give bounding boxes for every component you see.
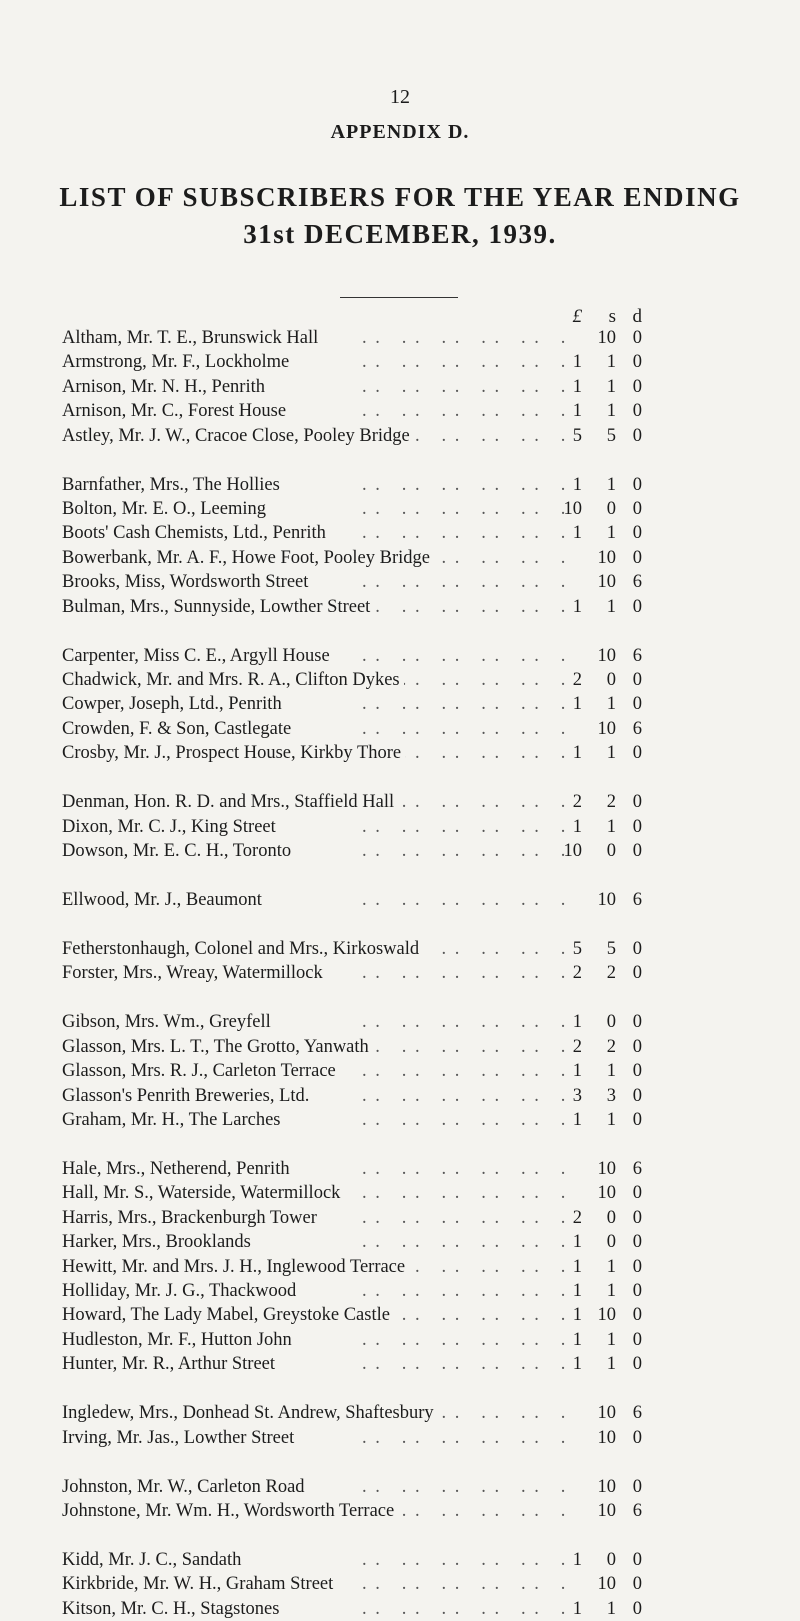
amount-shillings: 1 bbox=[606, 743, 616, 764]
amount-pence: 0 bbox=[632, 841, 642, 861]
pounds-column-header: £ bbox=[572, 306, 582, 327]
subscriber-name: Bulman, Mrs., Sunnyside, Lowther Street . . bbox=[62, 597, 572, 618]
amount-pence: 0 bbox=[632, 1427, 642, 1448]
amount-pounds: 1 bbox=[572, 1232, 582, 1253]
amount-pounds: 1 bbox=[572, 376, 582, 397]
amount-pence: 0 bbox=[632, 352, 642, 373]
amount-shillings: 0 bbox=[606, 1550, 616, 1570]
amount-pounds: 2 bbox=[572, 1207, 582, 1228]
amount-shillings: 1 bbox=[606, 474, 616, 495]
amount-shillings: 0 bbox=[606, 1207, 616, 1228]
amount-shillings: 0 bbox=[606, 1232, 616, 1253]
subscriber-name: Irving, Mr. Jas., Lowther Street . . bbox=[62, 1428, 572, 1449]
subscriber-name: Holliday, Mr. J. G., Thackwood . . bbox=[62, 1281, 572, 1302]
amount-pence: 0 bbox=[632, 1110, 642, 1130]
amount-pence: 0 bbox=[632, 1476, 642, 1497]
amount-shillings: 5 bbox=[606, 425, 616, 446]
subscriber-row bbox=[0, 1061, 800, 1083]
amount-pence: 0 bbox=[632, 1354, 642, 1375]
amount-shillings: 10 bbox=[597, 572, 616, 593]
subscriber-name: Forster, Mrs., Wreay, Watermillock . . bbox=[62, 963, 572, 984]
subscriber-name: Barnfather, Mrs., The Hollies . . bbox=[62, 475, 572, 496]
amount-pence: 0 bbox=[632, 1574, 642, 1595]
amount-pence: 0 bbox=[632, 1598, 642, 1619]
amount-pounds: 1 bbox=[572, 1598, 582, 1619]
amount-shillings: 0 bbox=[606, 499, 616, 519]
amount-shillings: 10 bbox=[597, 1574, 616, 1595]
subscriber-row bbox=[0, 817, 800, 839]
subscriber-row bbox=[0, 939, 800, 961]
amount-pence: 0 bbox=[632, 547, 642, 568]
amount-pence: 6 bbox=[632, 1501, 642, 1521]
subscriber-name: Bolton, Mr. E. O., Leeming . . bbox=[62, 499, 572, 520]
amount-pence: 0 bbox=[632, 939, 642, 959]
subscriber-name: Hale, Mrs., Netherend, Penrith . . bbox=[62, 1159, 572, 1180]
amount-pounds: 1 bbox=[572, 1550, 582, 1570]
amount-pounds: 1 bbox=[572, 816, 582, 837]
amount-shillings: 10 bbox=[597, 547, 616, 568]
amount-shillings: 10 bbox=[597, 1305, 616, 1326]
amount-pence: 0 bbox=[632, 596, 642, 617]
amount-shillings: 5 bbox=[606, 939, 616, 959]
amount-shillings: 10 bbox=[597, 328, 616, 348]
amount-pounds: 1 bbox=[572, 474, 582, 495]
subscriber-name: Carpenter, Miss C. E., Argyll House . . bbox=[62, 646, 572, 667]
amount-shillings: 10 bbox=[597, 1427, 616, 1448]
subscriber-row bbox=[0, 475, 800, 497]
amount-pounds: 1 bbox=[572, 743, 582, 764]
subscriber-name: Kidd, Mr. J. C., Sandath . . bbox=[62, 1550, 572, 1571]
amount-shillings: 10 bbox=[597, 1403, 616, 1424]
amount-shillings: 2 bbox=[606, 792, 616, 813]
subscriber-name: Armstrong, Mr. F., Lockholme . . bbox=[62, 352, 572, 373]
subscriber-name: Glasson, Mrs. L. T., The Grotto, Yanwath . . bbox=[62, 1037, 572, 1058]
subscriber-name: Kirkbride, Mr. W. H., Graham Street . . bbox=[62, 1574, 572, 1595]
subscriber-row bbox=[0, 523, 800, 545]
subscriber-row bbox=[0, 499, 800, 521]
amount-pence: 0 bbox=[632, 376, 642, 397]
subscriber-row bbox=[0, 1012, 800, 1034]
amount-pounds: 1 bbox=[572, 523, 582, 544]
amount-pounds: 2 bbox=[572, 670, 582, 690]
subscriber-name: Astley, Mr. J. W., Cracoe Close, Pooley Bridge . . bbox=[62, 426, 572, 447]
subscriber-name: Bowerbank, Mr. A. F., Howe Foot, Pooley Bridge . . bbox=[62, 548, 572, 569]
subscriber-name: Glasson, Mrs. R. J., Carleton Terrace . . bbox=[62, 1061, 572, 1082]
subscriber-name: Kitson, Mr. C. H., Stagstones . . bbox=[62, 1599, 572, 1620]
amount-shillings: 10 bbox=[597, 645, 616, 666]
amount-pence: 0 bbox=[632, 1232, 642, 1253]
amount-shillings: 2 bbox=[606, 963, 616, 984]
amount-pounds: 10 bbox=[563, 841, 582, 861]
subscriber-row bbox=[0, 1550, 800, 1572]
amount-pence: 0 bbox=[632, 1085, 642, 1106]
amount-pence: 6 bbox=[632, 718, 642, 739]
pence-column-header: d bbox=[632, 306, 642, 327]
amount-pence: 6 bbox=[632, 572, 642, 593]
amount-shillings: 1 bbox=[606, 1061, 616, 1082]
subscriber-name: Johnston, Mr. W., Carleton Road . . bbox=[62, 1477, 572, 1498]
amount-pounds: 1 bbox=[572, 1012, 582, 1033]
amount-shillings: 10 bbox=[597, 1159, 616, 1179]
subscriber-name: Crosby, Mr. J., Prospect House, Kirkby Thore . . bbox=[62, 743, 572, 764]
subscriber-name: Graham, Mr. H., The Larches . . bbox=[62, 1110, 572, 1131]
subscriber-row bbox=[0, 670, 800, 692]
subscriber-name: Arnison, Mr. N. H., Penrith . . bbox=[62, 377, 572, 398]
amount-pence: 0 bbox=[632, 816, 642, 837]
amount-shillings: 10 bbox=[597, 718, 616, 739]
subscriber-name: Chadwick, Mr. and Mrs. R. A., Clifton Dykes . . bbox=[62, 670, 572, 691]
amount-shillings: 1 bbox=[606, 596, 616, 617]
subscriber-row bbox=[0, 1330, 800, 1352]
list-title-line-1: LIST OF SUBSCRIBERS FOR THE YEAR ENDING bbox=[59, 182, 741, 212]
amount-pounds: 2 bbox=[572, 963, 582, 984]
amount-pence: 0 bbox=[632, 474, 642, 495]
amount-pence: 0 bbox=[632, 1329, 642, 1350]
amount-shillings: 1 bbox=[606, 401, 616, 422]
amount-shillings: 1 bbox=[606, 352, 616, 373]
subscriber-row bbox=[0, 694, 800, 716]
amount-shillings: 10 bbox=[597, 890, 616, 910]
amount-pounds: 1 bbox=[572, 401, 582, 422]
subscriber-row bbox=[0, 1281, 800, 1303]
subscriber-name: Ingledew, Mrs., Donhead St. Andrew, Shaftesbury . . bbox=[62, 1403, 572, 1424]
amount-pence: 0 bbox=[632, 792, 642, 813]
subscriber-row bbox=[0, 352, 800, 374]
amount-pence: 0 bbox=[632, 425, 642, 446]
subscriber-row bbox=[0, 1037, 800, 1059]
amount-pence: 6 bbox=[632, 645, 642, 666]
subscriber-name: Hall, Mr. S., Waterside, Watermillock . . bbox=[62, 1183, 572, 1204]
amount-shillings: 1 bbox=[606, 1354, 616, 1375]
amount-pence: 6 bbox=[632, 1159, 642, 1179]
subscriber-row bbox=[0, 841, 800, 863]
subscriber-name: Dixon, Mr. C. J., King Street . . bbox=[62, 817, 572, 838]
subscriber-name: Hunter, Mr. R., Arthur Street . . bbox=[62, 1354, 572, 1375]
subscriber-row bbox=[0, 1477, 800, 1499]
subscriber-row bbox=[0, 1257, 800, 1279]
subscriber-row bbox=[0, 743, 800, 765]
appendix-heading: APPENDIX D. bbox=[330, 121, 470, 143]
amount-pence: 0 bbox=[632, 499, 642, 519]
subscriber-row bbox=[0, 1574, 800, 1596]
subscriber-row bbox=[0, 719, 800, 741]
amount-pounds: 1 bbox=[572, 1305, 582, 1326]
amount-pence: 0 bbox=[632, 963, 642, 984]
subscriber-name: Hewitt, Mr. and Mrs. J. H., Inglewood Terrace . . bbox=[62, 1257, 572, 1278]
amount-pence: 0 bbox=[632, 1256, 642, 1277]
amount-pence: 0 bbox=[632, 1036, 642, 1057]
subscriber-name: Denman, Hon. R. D. and Mrs., Staffield Hall . . bbox=[62, 792, 572, 813]
amount-shillings: 2 bbox=[606, 1036, 616, 1057]
subscriber-row bbox=[0, 1403, 800, 1425]
amount-pence: 0 bbox=[632, 1061, 642, 1082]
subscriber-name: Altham, Mr. T. E., Brunswick Hall . . bbox=[62, 328, 572, 349]
subscriber-row bbox=[0, 890, 800, 912]
amount-pounds: 1 bbox=[572, 1354, 582, 1375]
subscriber-row bbox=[0, 377, 800, 399]
shillings-column-header: s bbox=[608, 306, 616, 327]
subscriber-row bbox=[0, 1110, 800, 1132]
subscriber-row bbox=[0, 646, 800, 668]
amount-pounds: 1 bbox=[572, 596, 582, 617]
subscriber-row bbox=[0, 597, 800, 619]
subscriber-row bbox=[0, 1208, 800, 1230]
subscriber-name: Fetherstonhaugh, Colonel and Mrs., Kirkoswald . . bbox=[62, 939, 572, 960]
subscriber-name: Hudleston, Mr. F., Hutton John . . bbox=[62, 1330, 572, 1351]
amount-shillings: 1 bbox=[606, 694, 616, 715]
amount-shillings: 1 bbox=[606, 1256, 616, 1277]
amount-pence: 0 bbox=[632, 1207, 642, 1228]
amount-pence: 0 bbox=[632, 1550, 642, 1570]
amount-pence: 0 bbox=[632, 1281, 642, 1301]
amount-pence: 0 bbox=[632, 328, 642, 348]
amount-pence: 0 bbox=[632, 1305, 642, 1326]
subscriber-name: Ellwood, Mr. J., Beaumont . . bbox=[62, 890, 572, 911]
subscriber-name: Cowper, Joseph, Ltd., Penrith . . bbox=[62, 694, 572, 715]
amount-pounds: 5 bbox=[572, 425, 582, 446]
amount-pence: 0 bbox=[632, 1012, 642, 1033]
amount-pence: 0 bbox=[632, 1183, 642, 1204]
amount-pounds: 5 bbox=[572, 939, 582, 959]
amount-pence: 0 bbox=[632, 743, 642, 764]
amount-shillings: 1 bbox=[606, 1110, 616, 1130]
amount-shillings: 10 bbox=[597, 1183, 616, 1204]
amount-pounds: 10 bbox=[563, 499, 582, 519]
amount-shillings: 1 bbox=[606, 1598, 616, 1619]
amount-shillings: 0 bbox=[606, 841, 616, 861]
amount-pence: 0 bbox=[632, 694, 642, 715]
amount-pounds: 2 bbox=[572, 792, 582, 813]
subscriber-name: Brooks, Miss, Wordsworth Street . . bbox=[62, 572, 572, 593]
amount-pounds: 1 bbox=[572, 1256, 582, 1277]
subscriber-name: Howard, The Lady Mabel, Greystoke Castle . . bbox=[62, 1305, 572, 1326]
subscriber-row bbox=[0, 1159, 800, 1181]
amount-pounds: 2 bbox=[572, 1036, 582, 1057]
amount-pounds: 1 bbox=[572, 1281, 582, 1301]
subscriber-row bbox=[0, 1183, 800, 1205]
amount-shillings: 0 bbox=[606, 1012, 616, 1033]
subscriber-row bbox=[0, 572, 800, 594]
list-title-line-2: 31st DECEMBER, 1939. bbox=[243, 219, 557, 249]
amount-shillings: 3 bbox=[606, 1085, 616, 1106]
amount-shillings: 1 bbox=[606, 376, 616, 397]
subscriber-row bbox=[0, 1428, 800, 1450]
subscriber-name: Harker, Mrs., Brooklands . . bbox=[62, 1232, 572, 1253]
amount-shillings: 10 bbox=[597, 1501, 616, 1521]
subscriber-name: Johnstone, Mr. Wm. H., Wordsworth Terrace . . bbox=[62, 1501, 572, 1522]
amount-shillings: 1 bbox=[606, 523, 616, 544]
subscriber-row bbox=[0, 1501, 800, 1523]
amount-shillings: 1 bbox=[606, 1281, 616, 1301]
subscriber-row bbox=[0, 328, 800, 350]
page-number: 12 bbox=[390, 86, 410, 108]
subscriber-row bbox=[0, 792, 800, 814]
subscriber-row bbox=[0, 401, 800, 423]
subscriber-name: Arnison, Mr. C., Forest House . . bbox=[62, 401, 572, 422]
subscriber-row bbox=[0, 1086, 800, 1108]
amount-pounds: 3 bbox=[572, 1085, 582, 1106]
amount-pence: 0 bbox=[632, 401, 642, 422]
amount-shillings: 1 bbox=[606, 816, 616, 837]
subscriber-row bbox=[0, 1599, 800, 1621]
subscriber-name: Boots' Cash Chemists, Ltd., Penrith . . bbox=[62, 523, 572, 544]
subscriber-name: Crowden, F. & Son, Castlegate . . bbox=[62, 719, 572, 740]
subscriber-row bbox=[0, 1305, 800, 1327]
amount-pence: 6 bbox=[632, 1403, 642, 1424]
amount-shillings: 10 bbox=[597, 1476, 616, 1497]
subscriber-row bbox=[0, 426, 800, 448]
subscriber-name: Dowson, Mr. E. C. H., Toronto . . bbox=[62, 841, 572, 862]
subscriber-row bbox=[0, 1232, 800, 1254]
amount-pounds: 1 bbox=[572, 1110, 582, 1130]
subscriber-name: Glasson's Penrith Breweries, Ltd. . . bbox=[62, 1086, 572, 1107]
amount-pence: 0 bbox=[632, 523, 642, 544]
amount-pounds: 1 bbox=[572, 352, 582, 373]
amount-pence: 0 bbox=[632, 670, 642, 690]
amount-pounds: 1 bbox=[572, 1061, 582, 1082]
subscriber-name: Gibson, Mrs. Wm., Greyfell . . bbox=[62, 1012, 572, 1033]
subscriber-row bbox=[0, 1354, 800, 1376]
amount-shillings: 1 bbox=[606, 1329, 616, 1350]
subscriber-row bbox=[0, 963, 800, 985]
subscriber-name: Harris, Mrs., Brackenburgh Tower . . bbox=[62, 1208, 572, 1229]
amount-pounds: 1 bbox=[572, 1329, 582, 1350]
amount-shillings: 0 bbox=[606, 670, 616, 690]
amount-pence: 6 bbox=[632, 890, 642, 910]
subscriber-row bbox=[0, 548, 800, 570]
amount-pounds: 1 bbox=[572, 694, 582, 715]
